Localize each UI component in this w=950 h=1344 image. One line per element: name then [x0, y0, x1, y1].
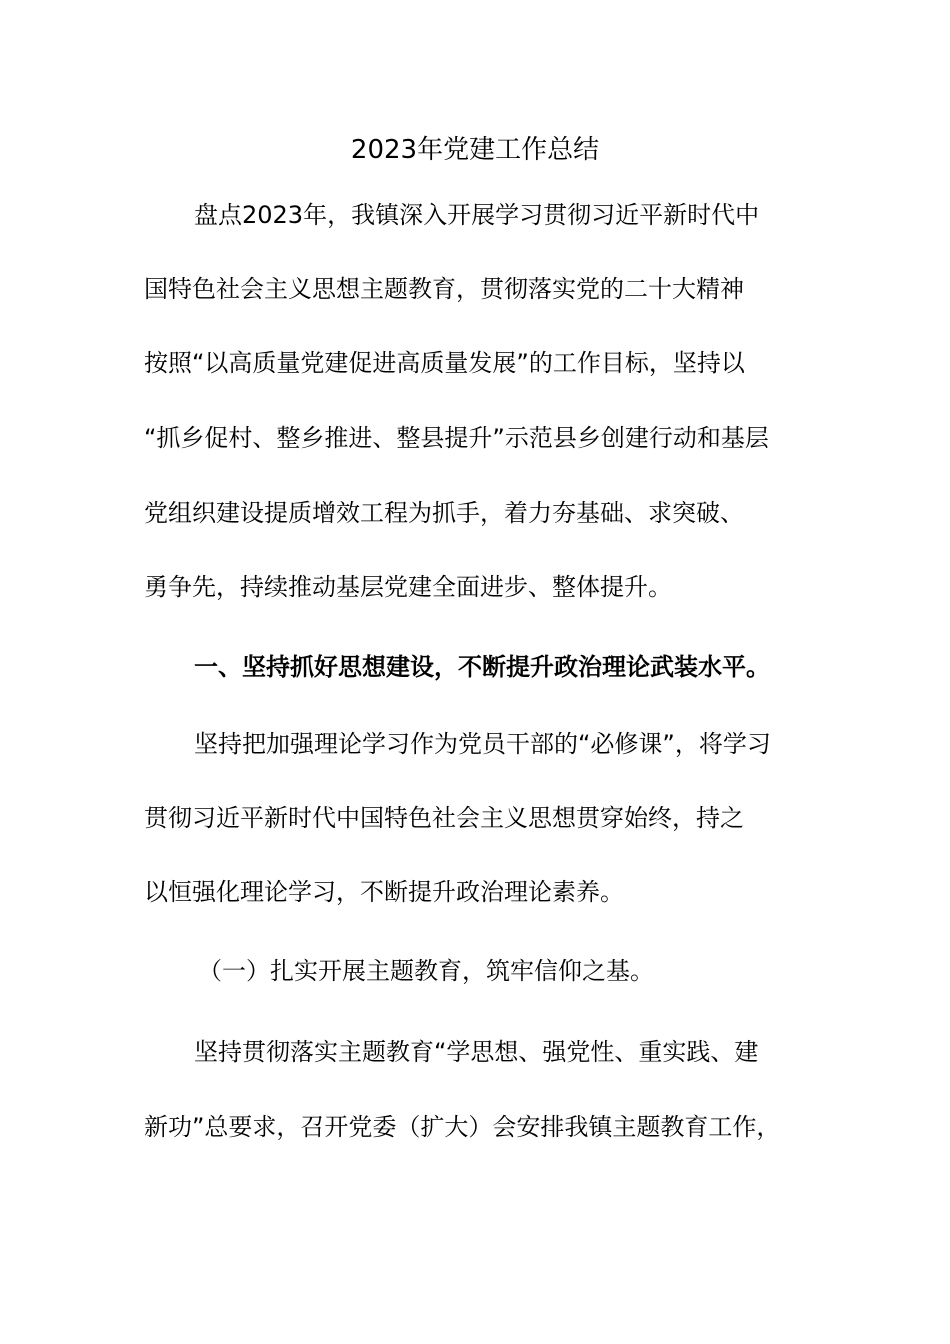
paragraph-line-11: 新功”总要求，召开党委（扩大）会安排我镇主题教育工作， [144, 1113, 781, 1141]
document-title: 2023年党建工作总结 [350, 135, 600, 165]
paragraph-line-9: 以恒强化理论学习，不断提升政治理论素养。 [144, 878, 624, 906]
paragraph-line-8: 贯彻习近平新时代中国特色社会主义思想贯穿始终，持之 [144, 804, 744, 832]
paragraph-line-3: 按照“以高质量党建促进高质量发展”的工作目标，坚持以 [144, 349, 745, 377]
subsection-heading-1: （一）扎实开展主题教育，筑牢信仰之基。 [198, 957, 654, 985]
paragraph-line-7: 坚持把加强理论学习作为党员干部的“必修课”，将学习 [194, 730, 771, 758]
paragraph-line-5: 党组织建设提质增效工程为抓手，着力夯基础、求突破、 [144, 499, 744, 527]
paragraph-line-10: 坚持贯彻落实主题教育“学思想、强党性、重实践、建 [194, 1038, 759, 1066]
section-heading-1: 一、坚持抓好思想建设，不断提升政治理论武装水平。 [194, 653, 770, 681]
paragraph-line-2: 国特色社会主义思想主题教育，贯彻落实党的二十大精神 [144, 275, 744, 303]
paragraph-line-1: 盘点2023年，我镇深入开展学习贯彻习近平新时代中 [194, 201, 760, 229]
paragraph-line-6: 勇争先，持续推动基层党建全面进步、整体提升。 [144, 573, 672, 601]
paragraph-line-4: “抓乡促村、整乡推进、整县提升”示范县乡创建行动和基层 [144, 424, 769, 452]
